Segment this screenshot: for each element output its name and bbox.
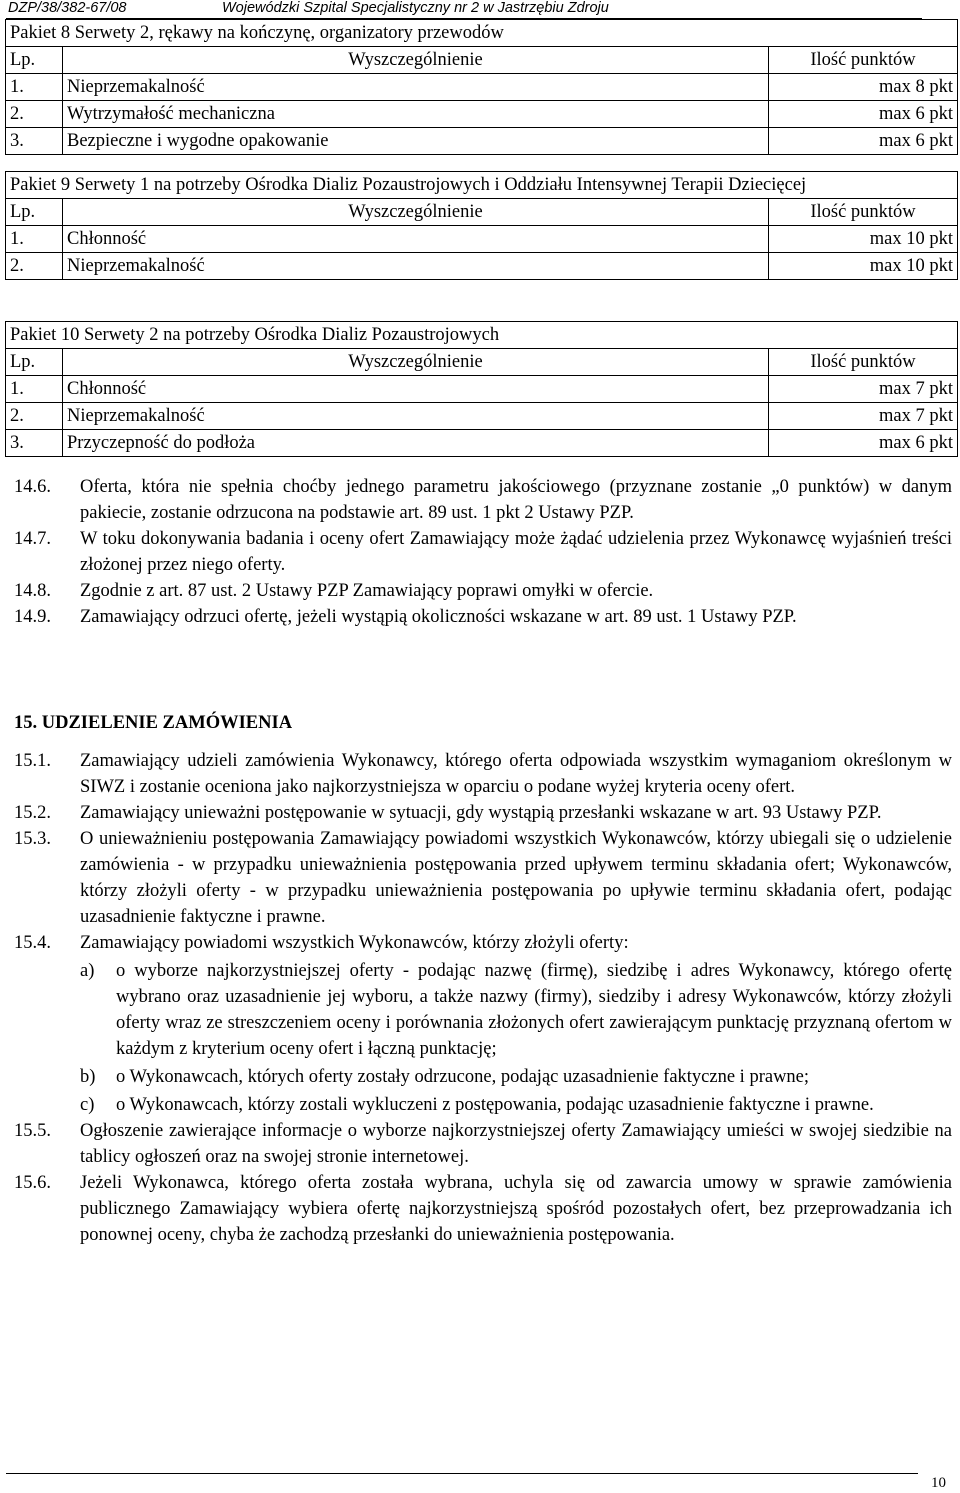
paragraph-15-3 <box>14 826 952 930</box>
paragraph-number: 14.9. <box>14 607 51 627</box>
paragraph-number: 15.1. <box>14 751 51 771</box>
row-number: 3. <box>6 128 63 155</box>
paragraph-14-6 <box>14 474 952 526</box>
paragraph-text: W toku dokonywania badania i oceny ofert Zamawiający może żądać udzielenia przez Wykonawcę wyjaśnień treści złożonej przez niego oferty. <box>80 529 952 575</box>
paragraph-15-4 <box>14 930 952 1118</box>
row-criterion: Chłonność <box>63 226 769 253</box>
sub-item-letter: c) <box>80 1095 95 1115</box>
row-number: 2. <box>6 101 63 128</box>
paragraph-14-8 <box>14 578 952 604</box>
paragraph-text: Zgodnie z art. 87 ust. 2 Ustawy PZP Zamawiający poprawi omyłki w ofercie. <box>80 581 654 601</box>
section-14-items <box>14 474 952 630</box>
table-header-row <box>6 199 958 226</box>
row-number: 1. <box>6 226 63 253</box>
row-number: 2. <box>6 253 63 280</box>
row-points: max 6 pkt <box>769 101 958 128</box>
table-row <box>6 430 958 457</box>
paragraph-15-6 <box>14 1170 952 1248</box>
paragraph-text: O unieważnieniu postępowania Zamawiający powiadomi wszystkich Wykonawców, którzy ubiegali się o udzielenie zamówienia - w przypadku unieważnienia postępowania przed upływem terminu składania ofert; Wykonawców, którzy złożyli oferty - w przypadku unieważnienia postępowania po upływie terminu składania ofert, podając uzasadnienie faktyczne i prawne. <box>80 829 952 927</box>
sub-item-b <box>80 1064 952 1090</box>
row-criterion: Przyczepność do podłoża <box>63 430 769 457</box>
scoring-table-pakiet-10 <box>5 321 958 457</box>
page-number: 10 <box>931 1475 946 1491</box>
row-points: max 8 pkt <box>769 74 958 101</box>
paragraph-15-2 <box>14 800 952 826</box>
paragraph-text: Zamawiający odrzuci ofertę, jeżeli wystąpią okoliczności wskazane w art. 89 ust. 1 Ustawy PZP. <box>80 607 797 627</box>
header-description: Wyszczególnienie <box>63 199 769 226</box>
header-lp: Lp. <box>6 199 63 226</box>
row-number: 1. <box>6 74 63 101</box>
row-points: max 6 pkt <box>769 430 958 457</box>
sub-item-c <box>80 1092 952 1118</box>
row-criterion: Nieprzemakalność <box>63 253 769 280</box>
row-criterion: Nieprzemakalność <box>63 74 769 101</box>
paragraph-text: Zamawiający unieważni postępowanie w sytuacji, gdy wystąpią przesłanki wskazane w art. 93 Ustawy PZP. <box>80 803 882 823</box>
header-description: Wyszczególnienie <box>63 47 769 74</box>
row-number: 2. <box>6 403 63 430</box>
section-15-heading-wrap <box>14 710 952 736</box>
table-title: Pakiet 10 Serwety 2 na potrzeby Ośrodka Dializ Pozaustrojowych <box>6 322 958 349</box>
section-15-items <box>14 748 952 1248</box>
page-header <box>6 0 922 19</box>
sub-item-text: o wyborze najkorzystniejszej oferty - podając nazwę (firmę), siedzibę i adres Wykonawcy, którego ofertę wybrano oraz uzasadnienie jej wyboru, a także nazwy (firmy), siedziby i adresy Wykonawców, którzy złożyli oferty wraz ze streszczeniem oceny i porównania złożonych ofert zawierającym punktację przyznaną ofertom w każdym z kryterium oceny ofert i łączną punktację; <box>116 961 952 1059</box>
paragraph-text: Zamawiający udzieli zamówienia Wykonawcy, którego oferta odpowiada wszystkim wymaganiom określonym w SIWZ i zostanie oceniona jako najkorzystniejsza w oparciu o podane wyżej kryteria oceny ofert. <box>80 751 952 797</box>
paragraph-text: Ogłoszenie zawierające informacje o wyborze najkorzystniejszej oferty Zamawiający umieści w swojej siedzibie na tablicy ogłoszeń oraz na swojej stronie internetowej. <box>80 1121 952 1167</box>
table-row <box>6 101 958 128</box>
table-header-row <box>6 349 958 376</box>
table-header-row <box>6 47 958 74</box>
row-criterion: Nieprzemakalność <box>63 403 769 430</box>
header-points: Ilość punktów <box>769 199 958 226</box>
row-number: 3. <box>6 430 63 457</box>
row-criterion: Bezpieczne i wygodne opakowanie <box>63 128 769 155</box>
header-lp: Lp. <box>6 47 63 74</box>
row-points: max 6 pkt <box>769 128 958 155</box>
sub-item-a <box>80 958 952 1062</box>
row-points: max 7 pkt <box>769 376 958 403</box>
header-points: Ilość punktów <box>769 47 958 74</box>
paragraph-text: Oferta, która nie spełnia choćby jednego parametru jakościowego (przyznane zostanie „0 punktów) w danym pakiecie, zostanie odrzucona na podstawie art. 89 ust. 1 pkt 2 Ustawy PZP. <box>80 477 952 523</box>
row-number: 1. <box>6 376 63 403</box>
paragraph-15-5 <box>14 1118 952 1170</box>
table-row <box>6 376 958 403</box>
paragraph-number: 15.5. <box>14 1121 51 1141</box>
sub-item-letter: b) <box>80 1067 96 1087</box>
paragraph-number: 15.3. <box>14 829 51 849</box>
paragraph-number: 15.4. <box>14 933 51 953</box>
paragraph-15-1 <box>14 748 952 800</box>
header-description: Wyszczególnienie <box>63 349 769 376</box>
scoring-table-pakiet-8 <box>5 19 958 155</box>
sub-item-text: o Wykonawcach, których oferty zostały odrzucone, podając uzasadnienie faktyczne i prawne; <box>116 1067 810 1087</box>
paragraph-text: Jeżeli Wykonawca, którego oferta została wybrana, uchyla się od zawarcia umowy w sprawie zamówienia publicznego Zamawiający wybiera ofertę najkorzystniejszą spośród pozostałych ofert, bez przeprowadzania ich ponownej oceny, chyba że zachodzą przesłanki do unieważnienia postępowania. <box>80 1173 952 1245</box>
table-row <box>6 403 958 430</box>
paragraph-number: 15.2. <box>14 803 51 823</box>
paragraph-14-9 <box>14 604 952 630</box>
hospital-name: Wojewódzki Szpital Specjalistyczny nr 2 w Jastrzębiu Zdroju <box>222 0 609 16</box>
sub-item-text: o Wykonawcach, którzy zostali wykluczeni z postępowania, podając uzasadnienie faktyczne i prawne. <box>116 1095 874 1115</box>
header-points: Ilość punktów <box>769 349 958 376</box>
document-reference: DZP/38/382-67/08 <box>8 0 127 16</box>
paragraph-number: 14.6. <box>14 477 51 497</box>
paragraph-text: Zamawiający powiadomi wszystkich Wykonawców, którzy złożyli oferty: <box>80 933 629 953</box>
row-criterion: Chłonność <box>63 376 769 403</box>
row-points: max 10 pkt <box>769 226 958 253</box>
paragraph-14-7 <box>14 526 952 578</box>
row-points: max 10 pkt <box>769 253 958 280</box>
table-row <box>6 226 958 253</box>
table-title: Pakiet 8 Serwety 2, rękawy na kończynę, organizatory przewodów <box>6 20 958 47</box>
header-lp: Lp. <box>6 349 63 376</box>
paragraph-number: 14.8. <box>14 581 51 601</box>
paragraph-number: 14.7. <box>14 529 51 549</box>
paragraph-number: 15.6. <box>14 1173 51 1193</box>
table-row <box>6 74 958 101</box>
table-row <box>6 128 958 155</box>
table-row <box>6 253 958 280</box>
table-title: Pakiet 9 Serwety 1 na potrzeby Ośrodka Dializ Pozaustrojowych i Oddziału Intensywnej Terapii Dziecięcej <box>6 172 958 199</box>
row-criterion: Wytrzymałość mechaniczna <box>63 101 769 128</box>
section-heading: 15. UDZIELENIE ZAMÓWIENIA <box>14 713 293 733</box>
sub-item-letter: a) <box>80 961 95 981</box>
row-points: max 7 pkt <box>769 403 958 430</box>
footer-divider <box>6 1473 918 1474</box>
scoring-table-pakiet-9 <box>5 171 958 280</box>
